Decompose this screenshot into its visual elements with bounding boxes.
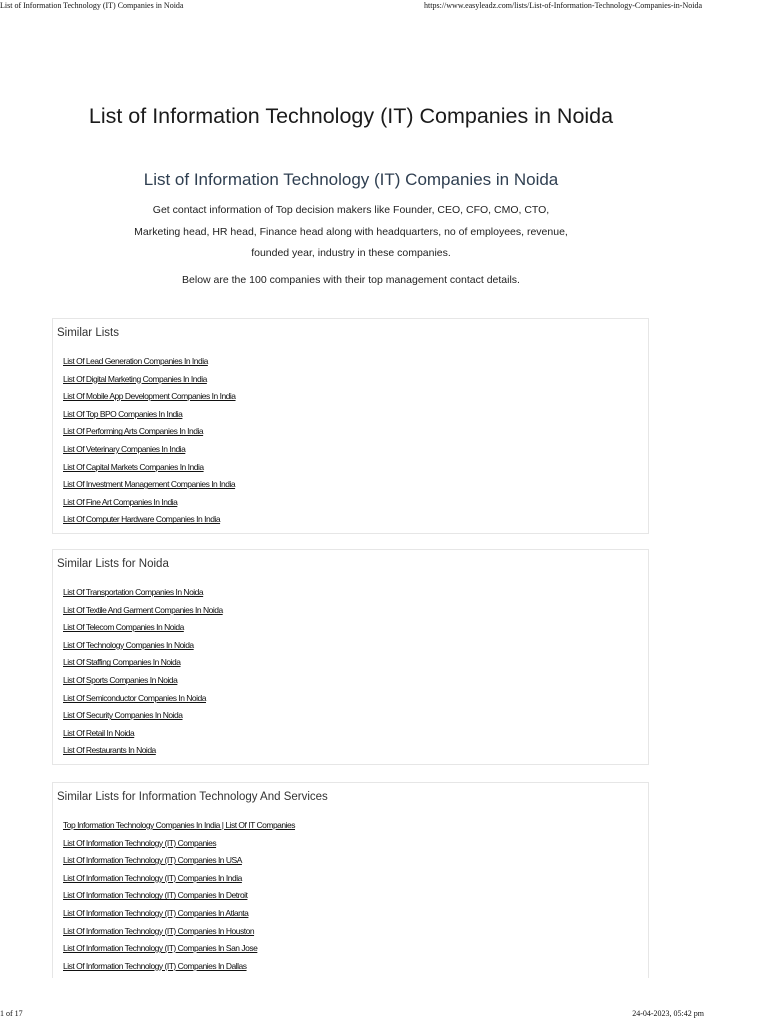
list-item (63, 674, 223, 692)
intro-text (100, 200, 602, 265)
list-item (63, 709, 223, 727)
list-link[interactable]: List Of Investment Management Companies In India (63, 479, 236, 490)
list-item (63, 960, 295, 978)
list-link[interactable]: List Of Semiconductor Companies In Noida (63, 692, 206, 703)
list-item (63, 355, 236, 373)
list-item (63, 925, 295, 943)
print-header-title: List of Information Technology (IT) Companies in Noida (0, 1, 184, 10)
list-item (63, 496, 236, 514)
list-link[interactable]: List Of Mobile App Development Companies In India (63, 391, 236, 402)
list-link[interactable]: List Of Staffing Companies In Noida (63, 657, 181, 668)
intro-line: Marketing head, HR head, Finance head along with headquarters, no of employees, revenue, (134, 225, 568, 238)
list-link[interactable]: List Of Top BPO Companies In India (63, 408, 183, 419)
list-link[interactable]: List Of Lead Generation Companies In India (63, 356, 208, 366)
list-link[interactable]: List Of Information Technology (IT) Companies (63, 837, 217, 848)
list-item (63, 478, 236, 496)
panel-title: Similar Lists for Information Technology And Services (57, 791, 328, 803)
list-item (63, 425, 236, 443)
list-link[interactable]: Top Information Technology Companies In India | List Of IT Companies (63, 820, 296, 830)
list-link[interactable]: List Of Telecom Companies In Noida (63, 622, 184, 633)
list-link[interactable]: List Of Retail In Noida (63, 727, 135, 738)
list-item (63, 639, 223, 657)
page-title: List of Information Technology (IT) Companies in Noida (88, 104, 614, 128)
list-item (63, 621, 223, 639)
list-link[interactable]: List Of Information Technology (IT) Companies In Houston (63, 925, 255, 936)
list-item (63, 656, 223, 674)
list-item (63, 586, 223, 604)
similar-lists-noida-panel (52, 549, 649, 765)
panel-title: Similar Lists (57, 327, 119, 339)
list-item (63, 907, 295, 925)
list-link[interactable]: List Of Restaurants In Noida (63, 745, 156, 756)
intro-line: founded year, industry in these companies. (251, 247, 451, 259)
list-link[interactable]: List Of Technology Companies In Noida (63, 639, 194, 650)
intro-companies-count: Below are the 100 companies with their top management contact details. (182, 274, 520, 286)
list-item (63, 390, 236, 408)
page-subtitle: List of Information Technology (IT) Companies in Noida (143, 170, 559, 189)
list-item (63, 513, 236, 531)
list-item (63, 744, 223, 762)
similar-lists-panel (52, 318, 649, 534)
list-item (63, 727, 223, 745)
list-item (63, 461, 236, 479)
intro-line: Get contact information of Top decision makers like Founder, CEO, CFO, CMO, CTO, (152, 204, 550, 216)
similar-lists-it-panel (52, 782, 649, 978)
list-item (63, 872, 295, 890)
list-link[interactable]: List Of Information Technology (IT) Companies In Detroit (63, 890, 248, 901)
list-link[interactable]: List Of Information Technology (IT) Companies In San Jose (63, 943, 258, 954)
link-list (63, 819, 295, 977)
list-link[interactable]: List Of Digital Marketing Companies In India (63, 373, 207, 384)
list-link[interactable]: List Of Fine Art Companies In India (63, 496, 178, 507)
print-footer (0, 1009, 768, 1021)
list-link[interactable]: List Of Information Technology (IT) Companies In Dallas (63, 960, 247, 971)
page-number: 1 of 17 (0, 1009, 23, 1018)
list-link[interactable]: List Of Capital Markets Companies In India (63, 461, 204, 472)
link-list (63, 355, 236, 531)
list-item (63, 604, 223, 622)
list-item (63, 889, 295, 907)
list-item (63, 837, 295, 855)
link-list (63, 586, 223, 762)
list-item (63, 854, 295, 872)
print-header (0, 1, 768, 13)
list-link[interactable]: List Of Information Technology (IT) Companies In India (63, 872, 242, 883)
list-item (63, 692, 223, 710)
list-link[interactable]: List Of Computer Hardware Companies In India (63, 514, 221, 525)
list-item (63, 408, 236, 426)
list-item (63, 819, 295, 837)
list-link[interactable]: List Of Textile And Garment Companies In Noida (63, 604, 223, 615)
list-item (63, 443, 236, 461)
list-link[interactable]: List Of Transportation Companies In Noida (63, 587, 204, 597)
list-item (63, 373, 236, 391)
print-header-url: https://www.easyleadz.com/lists/List-of-Information-Technology-Companies-in-Noida (424, 1, 702, 10)
print-datetime: 24-04-2023, 05:42 pm (632, 1009, 704, 1018)
list-link[interactable]: List Of Security Companies In Noida (63, 710, 183, 721)
list-link[interactable]: List Of Sports Companies In Noida (63, 674, 178, 685)
list-link[interactable]: List Of Performing Arts Companies In India (63, 426, 204, 437)
panel-title: Similar Lists for Noida (57, 558, 169, 570)
list-link[interactable]: List Of Information Technology (IT) Companies In Atlanta (63, 907, 249, 918)
list-item (63, 942, 295, 960)
list-link[interactable]: List Of Information Technology (IT) Companies In USA (63, 855, 242, 866)
list-link[interactable]: List Of Veterinary Companies In India (63, 443, 186, 454)
